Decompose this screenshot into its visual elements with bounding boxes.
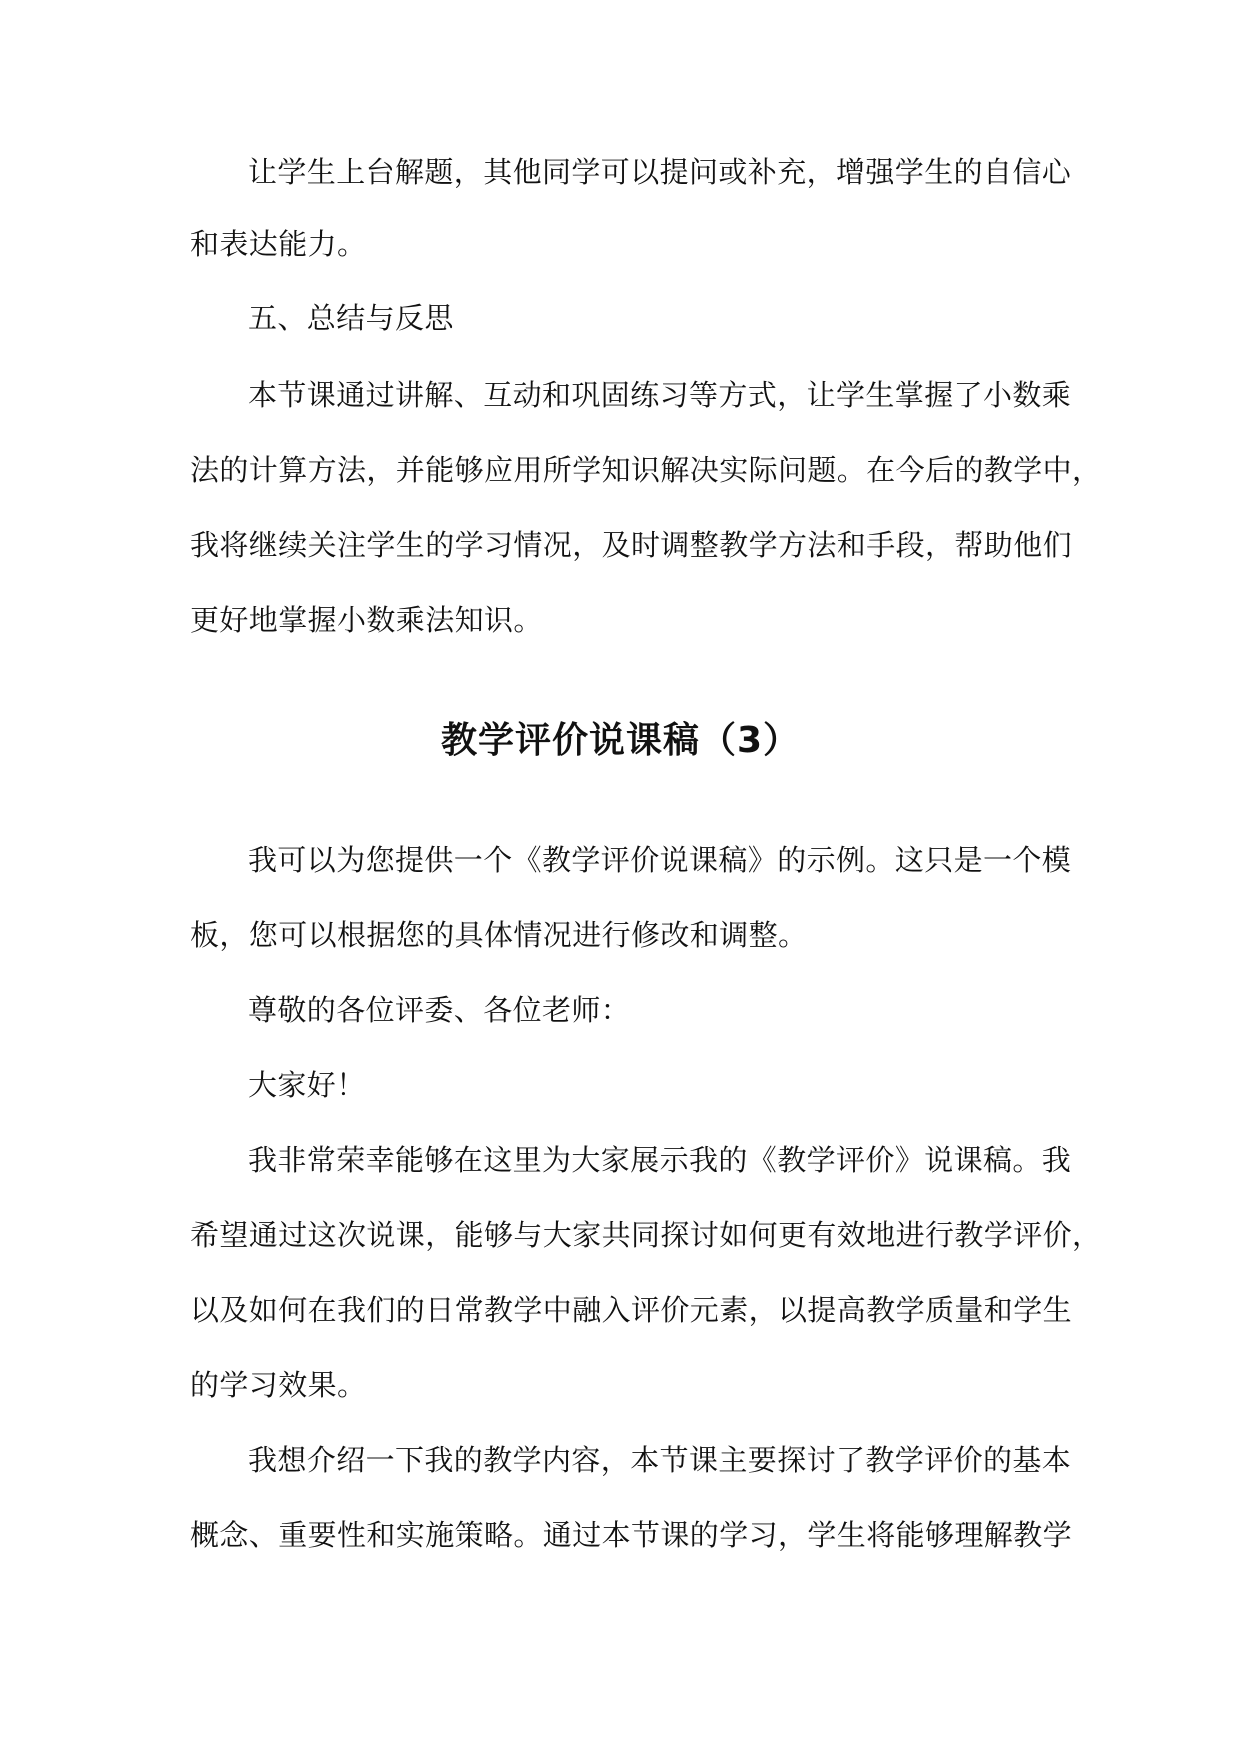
section-heading: 五、总结与反思 bbox=[248, 301, 454, 335]
document-title: 教学评价说课稿（3） bbox=[440, 720, 801, 761]
paragraph-line: 让学生上台解题，其他同学可以提问或补充，增强学生的自信心 bbox=[248, 155, 1072, 189]
paragraph-line: 板，您可以根据您的具体情况进行修改和调整。 bbox=[190, 918, 808, 952]
paragraph-line: 我非常荣幸能够在这里为大家展示我的《教学评价》说课稿。我 bbox=[248, 1143, 1072, 1177]
paragraph-line: 的学习效果。 bbox=[190, 1368, 367, 1402]
paragraph-line: 我想介绍一下我的教学内容，本节课主要探讨了教学评价的基本 bbox=[248, 1443, 1072, 1477]
paragraph-line: 我将继续关注学生的学习情况，及时调整教学方法和手段，帮助他们 bbox=[190, 528, 1073, 562]
paragraph-line: 更好地掌握小数乘法知识。 bbox=[190, 603, 543, 637]
paragraph-line: 我可以为您提供一个《教学评价说课稿》的示例。这只是一个模 bbox=[248, 843, 1072, 877]
paragraph-line: 希望通过这次说课，能够与大家共同探讨如何更有效地进行教学评价， bbox=[190, 1218, 1102, 1252]
paragraph-line: 概念、重要性和实施策略。通过本节课的学习，学生将能够理解教学 bbox=[190, 1518, 1073, 1552]
paragraph-line: 本节课通过讲解、互动和巩固练习等方式，让学生掌握了小数乘 bbox=[248, 378, 1072, 412]
paragraph-line: 法的计算方法，并能够应用所学知识解决实际问题。在今后的教学中， bbox=[190, 453, 1102, 487]
paragraph-line: 和表达能力。 bbox=[190, 227, 367, 261]
paragraph-line: 以及如何在我们的日常教学中融入评价元素，以提高教学质量和学生 bbox=[190, 1293, 1073, 1327]
salutation: 尊敬的各位评委、各位老师： bbox=[248, 993, 631, 1027]
greeting: 大家好！ bbox=[248, 1068, 366, 1102]
